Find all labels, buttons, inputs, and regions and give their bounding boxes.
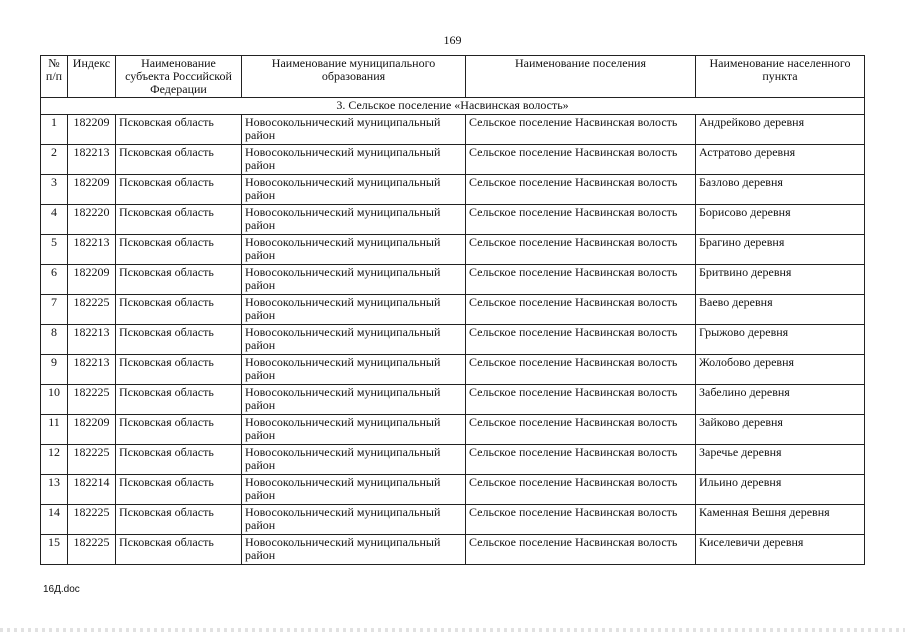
cell-locality: Андрейково деревня [696,115,865,145]
cell-subject: Псковская область [116,505,242,535]
cell-num: 12 [41,445,68,475]
header-subject: Наименование субъекта Российской Федерации [116,56,242,98]
table-row [41,445,865,475]
cell-settlement: Сельское поселение Насвинская волость [466,535,696,565]
table-row [41,205,865,235]
header-index: Индекс [68,56,116,98]
cell-locality: Заречье деревня [696,445,865,475]
cell-num: 11 [41,415,68,445]
cell-settlement: Сельское поселение Насвинская волость [466,475,696,505]
cell-subject: Псковская область [116,265,242,295]
cell-subject: Псковская область [116,475,242,505]
scan-edge-noise [0,628,905,632]
cell-municipality: Новосокольнический муниципальный район [242,145,466,175]
cell-subject: Псковская область [116,445,242,475]
table-row [41,505,865,535]
table-row [41,265,865,295]
cell-index: 182213 [68,145,116,175]
cell-num: 9 [41,355,68,385]
section-title: 3. Сельское поселение «Насвинская волость» [41,98,865,115]
cell-num: 2 [41,145,68,175]
cell-locality: Базлово деревня [696,175,865,205]
cell-locality: Зайково деревня [696,415,865,445]
table-row [41,385,865,415]
table-row [41,295,865,325]
cell-locality: Ильино деревня [696,475,865,505]
cell-index: 182220 [68,205,116,235]
cell-municipality: Новосокольнический муниципальный район [242,325,466,355]
cell-municipality: Новосокольнический муниципальный район [242,265,466,295]
table-row [41,535,865,565]
cell-subject: Псковская область [116,115,242,145]
table-row [41,145,865,175]
cell-settlement: Сельское поселение Насвинская волость [466,385,696,415]
cell-municipality: Новосокольнический муниципальный район [242,205,466,235]
cell-index: 182225 [68,295,116,325]
cell-subject: Псковская область [116,145,242,175]
cell-settlement: Сельское поселение Насвинская волость [466,505,696,535]
cell-locality: Астратово деревня [696,145,865,175]
cell-index: 182209 [68,265,116,295]
page-number: 169 [443,33,462,47]
cell-locality: Борисово деревня [696,205,865,235]
cell-municipality: Новосокольнический муниципальный район [242,115,466,145]
cell-settlement: Сельское поселение Насвинская волость [466,265,696,295]
cell-subject: Псковская область [116,415,242,445]
cell-subject: Псковская область [116,235,242,265]
table-row [41,415,865,445]
cell-subject: Псковская область [116,535,242,565]
cell-subject: Псковская область [116,325,242,355]
cell-settlement: Сельское поселение Насвинская волость [466,235,696,265]
header-municipality: Наименование муниципального образования [242,56,466,98]
cell-municipality: Новосокольнический муниципальный район [242,235,466,265]
header-settlement: Наименование поселения [466,56,696,98]
cell-num: 1 [41,115,68,145]
table-row [41,235,865,265]
cell-num: 15 [41,535,68,565]
cell-settlement: Сельское поселение Насвинская волость [466,115,696,145]
cell-locality: Каменная Вешня деревня [696,505,865,535]
table-row [41,115,865,145]
cell-municipality: Новосокольнический муниципальный район [242,535,466,565]
cell-settlement: Сельское поселение Насвинская волость [466,415,696,445]
cell-num: 7 [41,295,68,325]
cell-settlement: Сельское поселение Насвинская волость [466,355,696,385]
cell-municipality: Новосокольнический муниципальный район [242,385,466,415]
section-row [41,98,865,115]
table-row [41,325,865,355]
cell-municipality: Новосокольнический муниципальный район [242,505,466,535]
cell-num: 6 [41,265,68,295]
cell-locality: Брагино деревня [696,235,865,265]
cell-municipality: Новосокольнический муниципальный район [242,445,466,475]
cell-settlement: Сельское поселение Насвинская волость [466,445,696,475]
cell-locality: Бритвино деревня [696,265,865,295]
cell-index: 182225 [68,505,116,535]
cell-locality: Забелино деревня [696,385,865,415]
cell-num: 3 [41,175,68,205]
cell-subject: Псковская область [116,175,242,205]
cell-index: 182225 [68,445,116,475]
cell-index: 182213 [68,235,116,265]
cell-index: 182209 [68,175,116,205]
cell-index: 182214 [68,475,116,505]
cell-municipality: Новосокольнический муниципальный район [242,415,466,445]
cell-locality: Киселевичи деревня [696,535,865,565]
cell-locality: Грыжово деревня [696,325,865,355]
cell-subject: Псковская область [116,355,242,385]
cell-municipality: Новосокольнический муниципальный район [242,295,466,325]
cell-index: 182209 [68,415,116,445]
cell-municipality: Новосокольнический муниципальный район [242,175,466,205]
cell-municipality: Новосокольнический муниципальный район [242,355,466,385]
cell-num: 10 [41,385,68,415]
cell-index: 182225 [68,535,116,565]
cell-index: 182213 [68,325,116,355]
cell-num: 8 [41,325,68,355]
cell-settlement: Сельское поселение Насвинская волость [466,175,696,205]
cell-settlement: Сельское поселение Насвинская волость [466,295,696,325]
cell-locality: Ваево деревня [696,295,865,325]
cell-settlement: Сельское поселение Насвинская волость [466,325,696,355]
cell-index: 182213 [68,355,116,385]
cell-subject: Псковская область [116,385,242,415]
header-row [41,56,865,98]
cell-num: 14 [41,505,68,535]
cell-subject: Псковская область [116,205,242,235]
cell-num: 4 [41,205,68,235]
header-locality: Наименование населенного пункта [696,56,865,98]
header-num: № п/п [41,56,68,98]
settlements-table [40,55,865,565]
table-row [41,475,865,505]
cell-settlement: Сельское поселение Насвинская волость [466,145,696,175]
cell-subject: Псковская область [116,295,242,325]
cell-num: 5 [41,235,68,265]
table-row [41,175,865,205]
cell-municipality: Новосокольнический муниципальный район [242,475,466,505]
table-row [41,355,865,385]
document-filename: 16Д.doc [43,584,80,595]
cell-locality: Жолобово деревня [696,355,865,385]
cell-settlement: Сельское поселение Насвинская волость [466,205,696,235]
cell-num: 13 [41,475,68,505]
cell-index: 182209 [68,115,116,145]
cell-index: 182225 [68,385,116,415]
